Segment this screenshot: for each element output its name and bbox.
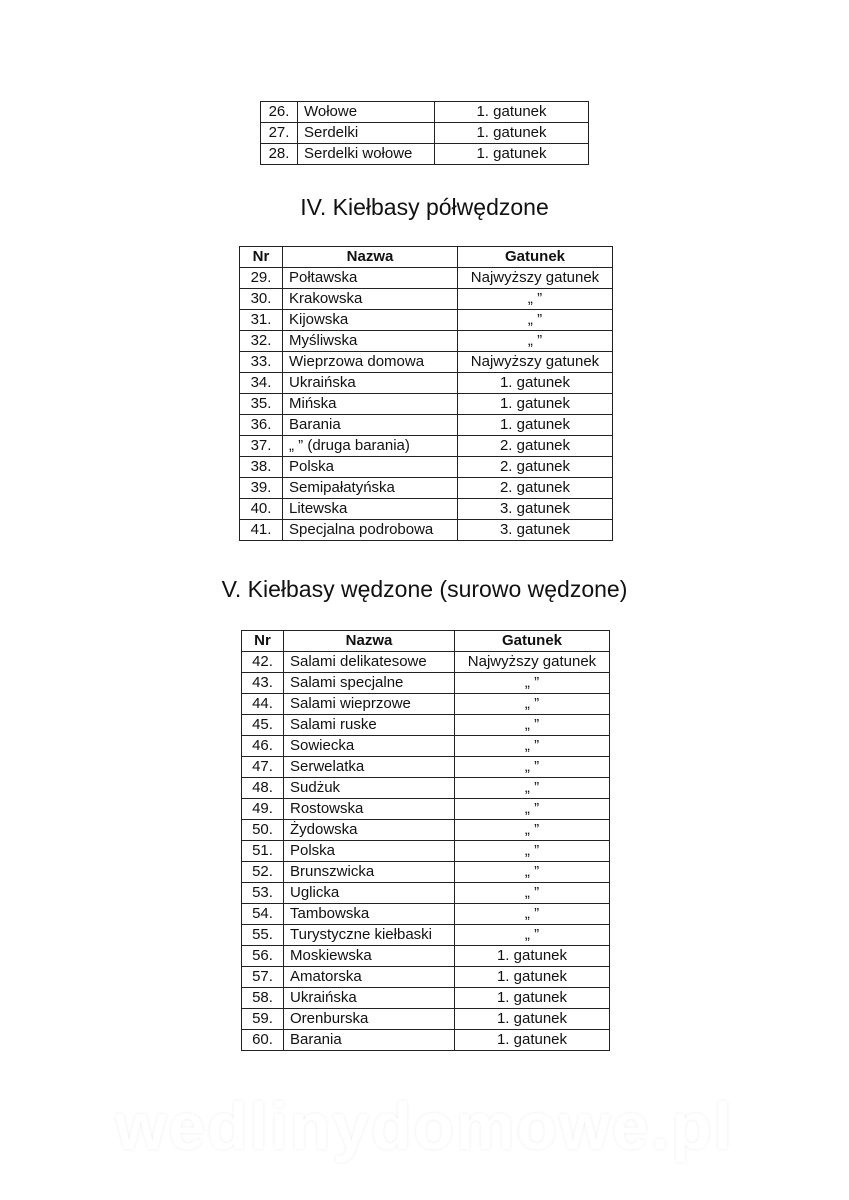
table-row: [242, 883, 610, 904]
cell-nr: 43.: [242, 673, 284, 694]
cell-name: Połtawska: [283, 268, 458, 289]
cell-grade: 1. gatunek: [455, 988, 610, 1009]
header-grade: Gatunek: [455, 631, 610, 652]
cell-name: Serdelki: [298, 123, 435, 144]
cell-name: Turystyczne kiełbaski: [284, 925, 455, 946]
header-nr: Nr: [240, 247, 283, 268]
table-row: [242, 778, 610, 799]
cell-nr: 26.: [261, 102, 298, 123]
cell-nr: 49.: [242, 799, 284, 820]
table-row: [240, 373, 613, 394]
table-section-v: [241, 630, 610, 1051]
cell-nr: 38.: [240, 457, 283, 478]
table-header-row: [242, 631, 610, 652]
cell-nr: 45.: [242, 715, 284, 736]
cell-grade: „ ”: [455, 736, 610, 757]
cell-grade: 1. gatunek: [435, 102, 589, 123]
table-row: [242, 652, 610, 673]
cell-name: „ ” (druga barania): [283, 436, 458, 457]
cell-grade: 1. gatunek: [455, 967, 610, 988]
cell-grade: „ ”: [455, 715, 610, 736]
cell-name: Salami specjalne: [284, 673, 455, 694]
cell-nr: 44.: [242, 694, 284, 715]
cell-nr: 53.: [242, 883, 284, 904]
table-row: [242, 715, 610, 736]
cell-nr: 50.: [242, 820, 284, 841]
table-row: [242, 925, 610, 946]
cell-nr: 56.: [242, 946, 284, 967]
cell-grade: „ ”: [458, 289, 613, 310]
cell-name: Semipałatyńska: [283, 478, 458, 499]
table-row: [261, 102, 589, 123]
table-row: [240, 478, 613, 499]
cell-grade: „ ”: [455, 841, 610, 862]
table-row: [242, 946, 610, 967]
table-row: [242, 1030, 610, 1051]
cell-name: Barania: [284, 1030, 455, 1051]
header-grade: Gatunek: [458, 247, 613, 268]
cell-nr: 31.: [240, 310, 283, 331]
cell-name: Mińska: [283, 394, 458, 415]
cell-grade: „ ”: [455, 757, 610, 778]
table-row: [242, 862, 610, 883]
cell-nr: 33.: [240, 352, 283, 373]
cell-name: Serwelatka: [284, 757, 455, 778]
cell-nr: 40.: [240, 499, 283, 520]
table-row: [240, 499, 613, 520]
cell-name: Salami wieprzowe: [284, 694, 455, 715]
table-row: [240, 394, 613, 415]
cell-grade: Najwyższy gatunek: [455, 652, 610, 673]
cell-nr: 51.: [242, 841, 284, 862]
cell-name: Polska: [284, 841, 455, 862]
cell-name: Tambowska: [284, 904, 455, 925]
cell-nr: 55.: [242, 925, 284, 946]
section-v-title: V. Kiełbasy wędzone (surowo wędzone): [221, 576, 628, 602]
cell-grade: 2. gatunek: [458, 478, 613, 499]
cell-grade: „ ”: [455, 799, 610, 820]
cell-name: Krakowska: [283, 289, 458, 310]
cell-name: Sudżuk: [284, 778, 455, 799]
cell-grade: „ ”: [455, 694, 610, 715]
cell-grade: „ ”: [458, 331, 613, 352]
table-row: [242, 799, 610, 820]
cell-nr: 32.: [240, 331, 283, 352]
table-row: [240, 415, 613, 436]
table-row: [242, 967, 610, 988]
table-row: [242, 841, 610, 862]
cell-grade: „ ”: [455, 820, 610, 841]
cell-nr: 36.: [240, 415, 283, 436]
cell-nr: 59.: [242, 1009, 284, 1030]
table-row: [242, 904, 610, 925]
cell-grade: „ ”: [455, 883, 610, 904]
cell-grade: 1. gatunek: [458, 373, 613, 394]
cell-nr: 47.: [242, 757, 284, 778]
table-row: [240, 520, 613, 541]
cell-nr: 29.: [240, 268, 283, 289]
cell-name: Ukraińska: [284, 988, 455, 1009]
cell-grade: „ ”: [455, 925, 610, 946]
cell-nr: 34.: [240, 373, 283, 394]
cell-name: Wołowe: [298, 102, 435, 123]
cell-nr: 42.: [242, 652, 284, 673]
cell-nr: 27.: [261, 123, 298, 144]
cell-name: Amatorska: [284, 967, 455, 988]
header-nr: Nr: [242, 631, 284, 652]
table-row: [261, 123, 589, 144]
table-row: [261, 144, 589, 165]
table-row: [242, 736, 610, 757]
watermark-logo: wedlinydomowe.pl: [115, 1089, 734, 1163]
table-row: [242, 757, 610, 778]
cell-nr: 39.: [240, 478, 283, 499]
cell-nr: 28.: [261, 144, 298, 165]
cell-name: Salami delikatesowe: [284, 652, 455, 673]
cell-name: Myśliwska: [283, 331, 458, 352]
cell-grade: 1. gatunek: [455, 946, 610, 967]
cell-grade: „ ”: [455, 778, 610, 799]
table-body: [240, 268, 613, 541]
cell-name: Specjalna podrobowa: [283, 520, 458, 541]
cell-grade: Najwyższy gatunek: [458, 268, 613, 289]
cell-grade: „ ”: [458, 310, 613, 331]
table-row: [242, 694, 610, 715]
cell-name: Wieprzowa domowa: [283, 352, 458, 373]
cell-grade: „ ”: [455, 673, 610, 694]
table-body: [261, 102, 589, 165]
cell-name: Moskiewska: [284, 946, 455, 967]
cell-nr: 57.: [242, 967, 284, 988]
table-row: [240, 289, 613, 310]
cell-name: Polska: [283, 457, 458, 478]
cell-grade: 1. gatunek: [435, 144, 589, 165]
cell-name: Litewska: [283, 499, 458, 520]
cell-name: Serdelki wołowe: [298, 144, 435, 165]
cell-nr: 54.: [242, 904, 284, 925]
table-row: [242, 988, 610, 1009]
cell-name: Sowiecka: [284, 736, 455, 757]
cell-grade: „ ”: [455, 862, 610, 883]
cell-grade: 3. gatunek: [458, 499, 613, 520]
table-row: [242, 673, 610, 694]
cell-grade: 1. gatunek: [435, 123, 589, 144]
table-row: [240, 268, 613, 289]
cell-name: Rostowska: [284, 799, 455, 820]
table-row: [242, 820, 610, 841]
cell-grade: 2. gatunek: [458, 457, 613, 478]
cell-name: Brunszwicka: [284, 862, 455, 883]
section-iv-title: IV. Kiełbasy półwędzone: [300, 194, 549, 220]
header-name: Nazwa: [283, 247, 458, 268]
cell-nr: 58.: [242, 988, 284, 1009]
table-row: [240, 310, 613, 331]
cell-name: Kijowska: [283, 310, 458, 331]
header-name: Nazwa: [284, 631, 455, 652]
cell-nr: 37.: [240, 436, 283, 457]
table-continued-26-28: [260, 101, 589, 165]
cell-grade: 1. gatunek: [455, 1009, 610, 1030]
cell-name: Uglicka: [284, 883, 455, 904]
cell-nr: 52.: [242, 862, 284, 883]
table-section-iv: [239, 246, 613, 541]
table-row: [240, 352, 613, 373]
cell-name: Salami ruske: [284, 715, 455, 736]
cell-nr: 35.: [240, 394, 283, 415]
cell-nr: 30.: [240, 289, 283, 310]
table-header-row: [240, 247, 613, 268]
table-row: [240, 331, 613, 352]
cell-name: Ukraińska: [283, 373, 458, 394]
cell-name: Orenburska: [284, 1009, 455, 1030]
cell-grade: 1. gatunek: [458, 394, 613, 415]
cell-nr: 60.: [242, 1030, 284, 1051]
table-row: [242, 1009, 610, 1030]
cell-grade: 2. gatunek: [458, 436, 613, 457]
cell-grade: 3. gatunek: [458, 520, 613, 541]
cell-grade: 1. gatunek: [458, 415, 613, 436]
cell-grade: 1. gatunek: [455, 1030, 610, 1051]
cell-name: Żydowska: [284, 820, 455, 841]
cell-nr: 48.: [242, 778, 284, 799]
table-row: [240, 457, 613, 478]
cell-nr: 41.: [240, 520, 283, 541]
cell-grade: Najwyższy gatunek: [458, 352, 613, 373]
cell-grade: „ ”: [455, 904, 610, 925]
table-body: [242, 652, 610, 1051]
cell-nr: 46.: [242, 736, 284, 757]
cell-name: Barania: [283, 415, 458, 436]
table-row: [240, 436, 613, 457]
